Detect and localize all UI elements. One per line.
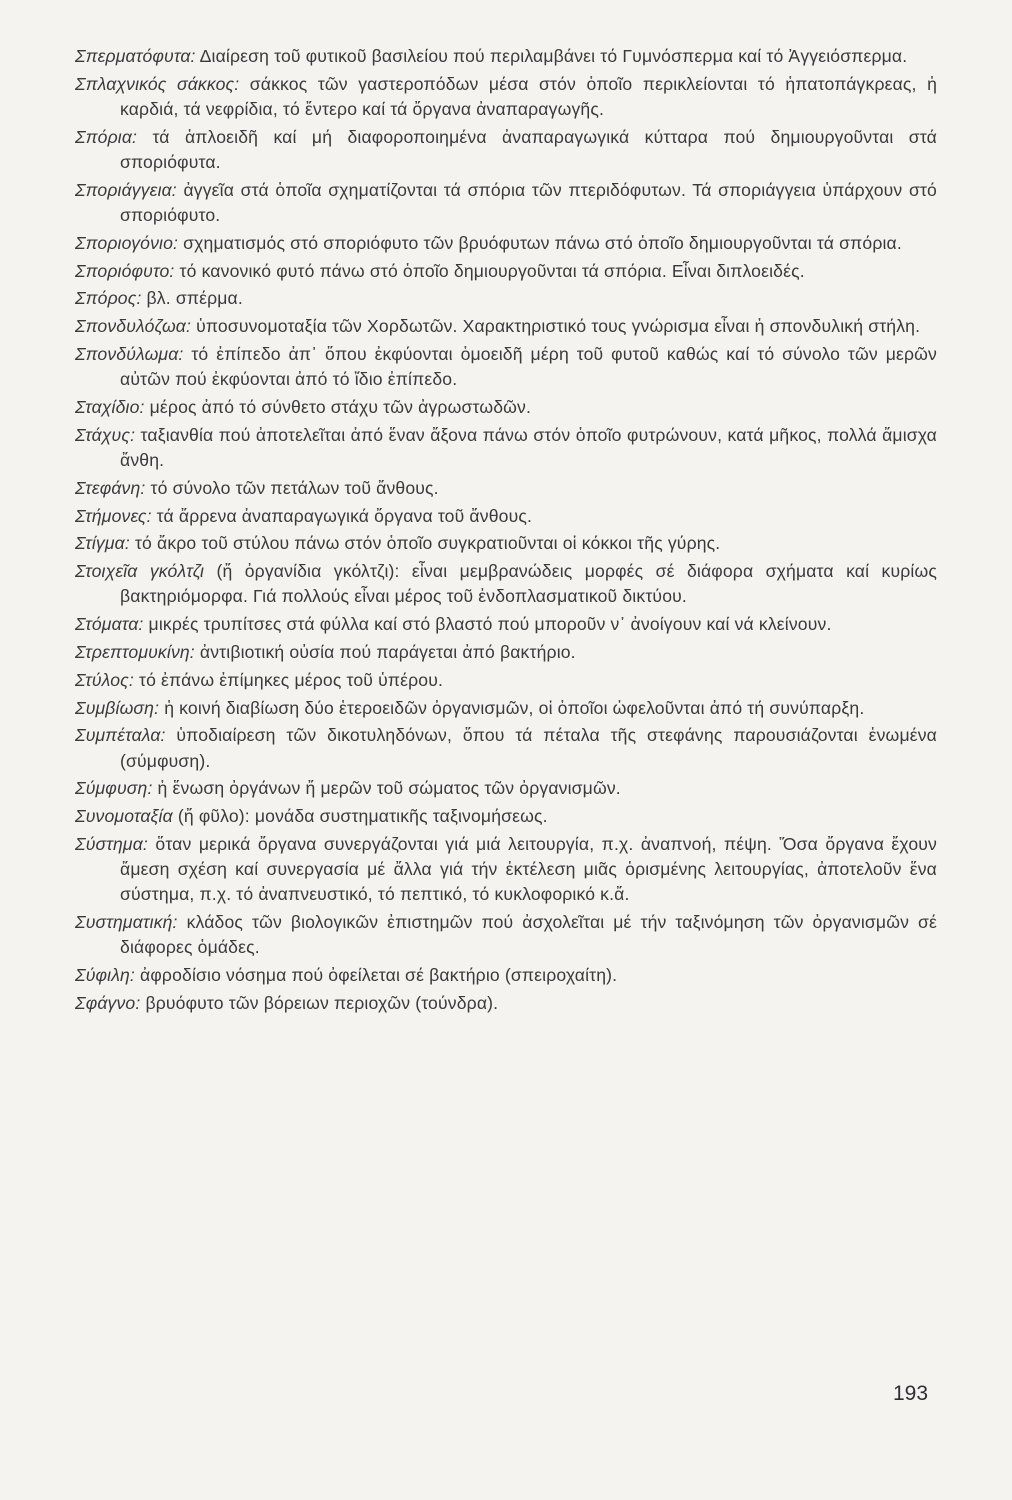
glossary-definition: (ἤ ὀργανίδια γκόλτζι): εἶναι μεμβρανώδεις μορφές σέ διάφορα σχήματα καί κυρίως βακτηριόμορφα. Γιά πολλούς εἶναι μέρος τοῦ ἐνδοπλασματικοῦ δικτύου.	[120, 561, 937, 607]
glossary-entry	[75, 612, 937, 637]
glossary-definition: (ἤ φῦλο): μονάδα συστηματικῆς ταξινομήσεως.	[177, 806, 548, 827]
glossary-term: Σπερματόφυτα:	[75, 46, 196, 66]
glossary-term: Σύστημα:	[75, 833, 148, 854]
glossary-term: Σφάγνο:	[75, 992, 141, 1013]
glossary-definition: τό κανονικό φυτό πάνω στό ὁποῖο δημιουργοῦνται τά σπόρια. Εἶναι διπλοειδές.	[179, 260, 805, 281]
glossary-definition: τά ἄρρενα ἀναπαραγωγικά ὄργανα τοῦ ἄνθους.	[156, 505, 533, 526]
glossary-definition: ἀντιβιοτική οὐσία πού παράγεται ἀπό βακτήριο.	[199, 641, 576, 662]
glossary-definition: ἡ κοινή διαβίωση δύο ἑτεροειδῶν ὀργανισμῶν, οἱ ὁποῖοι ὠφελοῦνται ἀπό τή συνύπαρξη.	[164, 697, 865, 718]
glossary-term: Συστηματική:	[75, 912, 178, 933]
glossary-term: Στάχυς:	[75, 424, 136, 445]
glossary-term: Συμβίωση:	[75, 697, 160, 718]
glossary-entry	[75, 231, 937, 256]
glossary-entry	[75, 504, 937, 529]
glossary-entry	[75, 286, 937, 311]
glossary-definition: βλ. σπέρμα.	[146, 288, 243, 309]
glossary-term: Σύφιλη:	[75, 965, 135, 986]
glossary-entry	[75, 668, 937, 693]
glossary-entry	[75, 696, 937, 721]
glossary-list	[75, 44, 937, 1019]
glossary-entry	[75, 559, 937, 609]
glossary-definition: μικρές τρυπίτσες στά φύλλα καί στό βλαστό πού μποροῦν ν᾽ ἀνοίγουν καί νά κλείνουν.	[148, 614, 832, 635]
glossary-definition: ἀγγεῖα στά ὁποῖα σχηματίζονται τά σπόρια τῶν πτεριδόφυτων. Τά σποριάγγεια ὑπάρχουν στό σποριόφυτο.	[120, 179, 937, 225]
glossary-entry	[75, 910, 937, 960]
glossary-term: Σποριάγγεια:	[75, 179, 177, 200]
glossary-entry	[75, 178, 937, 228]
glossary-definition: τό ἐπίπεδο ἀπ᾽ ὅπου ἐκφύονται ὁμοειδῆ μέρη τοῦ φυτοῦ καθώς καί τό σύνολο τῶν μερῶν αὐτῶν πού ἐκφύονται ἀπό τό ἴδιο ἐπίπεδο.	[120, 343, 937, 390]
glossary-entry	[75, 832, 937, 908]
glossary-term: Σύμφυση:	[75, 778, 153, 799]
glossary-term: Στεφάνη:	[75, 477, 146, 498]
glossary-term: Σπονδυλόζωα:	[75, 316, 192, 337]
glossary-entry	[75, 259, 937, 284]
glossary-entry	[75, 395, 937, 420]
glossary-entry	[75, 723, 937, 773]
glossary-definition: ἡ ἕνωση ὀργάνων ἤ μερῶν τοῦ σώματος τῶν ὀργανισμῶν.	[157, 778, 621, 799]
glossary-definition: τό ἐπάνω ἐπίμηκες μέρος τοῦ ὑπέρου.	[138, 669, 444, 690]
glossary-entry	[75, 991, 937, 1016]
glossary-term: Στόματα:	[75, 614, 144, 635]
page-number: 193	[893, 1382, 929, 1405]
glossary-definition: τό ἄκρο τοῦ στύλου πάνω στόν ὁποῖο συγκρατιοῦνται οἱ κόκκοι τῆς γύρης.	[134, 533, 721, 554]
glossary-term: Σποριογόνιο:	[75, 232, 179, 253]
glossary-term: Σπόρος:	[75, 288, 142, 309]
glossary-entry	[75, 314, 937, 339]
glossary-definition: ταξιανθία πού ἀποτελεῖται ἀπό ἕναν ἄξονα πάνω στόν ὁποῖο φυτρώνουν, κατά μῆκος, πολλά ἄμισχα ἄνθη.	[120, 424, 937, 470]
glossary-term: Σποριόφυτο:	[75, 260, 175, 281]
glossary-definition: τά ἁπλοειδῆ καί μή διαφοροποιημένα ἀναπαραγωγικά κύτταρα πού δημιουργοῦνται στά σποριόφυτα.	[120, 126, 937, 172]
glossary-entry	[75, 776, 937, 801]
glossary-term: Στύλος:	[75, 669, 134, 690]
glossary-definition: ἀφροδίσιο νόσημα πού ὀφείλεται σέ βακτήριο (σπειροχαίτη).	[140, 965, 618, 986]
glossary-definition: σάκκος τῶν γαστεροπόδων μέσα στόν ὁποῖο περικλείονται τό ἡπατοπάγκρεας, ἡ καρδιά, τά νεφρίδια, τό ἔντερο καί τά ὄργανα ἀναπαραγωγῆς.	[120, 73, 937, 119]
glossary-definition: μέρος ἀπό τό σύνθετο στάχυ τῶν ἀγρωστωδῶν.	[149, 396, 532, 417]
glossary-definition: Διαίρεση τοῦ φυτικοῦ βασιλείου πού περιλαμβάνει τό Γυμνόσπερμα καί τό Ἀγγειόσπερμα.	[199, 46, 908, 66]
glossary-definition: βρυόφυτο τῶν βόρειων περιοχῶν (τούνδρα).	[145, 992, 499, 1013]
glossary-entry	[75, 44, 937, 69]
glossary-definition: ὑποδιαίρεση τῶν δικοτυληδόνων, ὅπου τά πέταλα τῆς στεφάνης παρουσιάζονται ἑνωμένα (σύμφυση).	[120, 725, 937, 771]
glossary-term: Στήμονες:	[75, 505, 152, 526]
glossary-entry	[75, 476, 937, 501]
glossary-entry	[75, 423, 937, 473]
glossary-term: Στοιχεῖα γκόλτζι	[75, 561, 205, 582]
glossary-term: Στρεπτομυκίνη:	[75, 641, 195, 662]
glossary-term: Σπονδύλωμα:	[75, 343, 184, 364]
glossary-entry	[75, 531, 937, 556]
glossary-term: Συμπέταλα:	[75, 725, 166, 746]
glossary-definition: ὑποσυνομοταξία τῶν Χορδωτῶν. Χαρακτηριστικό τους γνώρισμα εἶναι ἡ σπονδυλική στήλη.	[196, 316, 921, 337]
glossary-entry	[75, 640, 937, 665]
glossary-definition: ὅταν μερικά ὄργανα συνεργάζονται γιά μιά λειτουργία, π.χ. ἀναπνοή, πέψη. Ὅσα ὄργανα ἔχουν ἄμεση σχέση καί συνεργασία μέ ἄλλα γιά τήν ἐκτέλεση μιᾶς ὁρισμένης λειτουργίας, ἀποτελοῦν ἕνα σύστημα, π.χ. τό ἀναπνευστικό, τό πεπτικό, τό κυκλοφορικό κ.ἄ.	[120, 833, 937, 905]
glossary-entry	[75, 125, 937, 175]
glossary-term: Στίγμα:	[75, 533, 130, 554]
glossary-entry	[75, 963, 937, 988]
glossary-definition: τό σύνολο τῶν πετάλων τοῦ ἄνθους.	[150, 477, 439, 498]
glossary-term: Σταχίδιο:	[75, 396, 145, 417]
glossary-definition: σχηματισμός στό σποριόφυτο τῶν βρυόφυτων πάνω στό ὁποῖο δημιουργοῦνται τά σπόρια.	[183, 232, 902, 253]
glossary-term: Σπόρια:	[75, 126, 138, 147]
glossary-term: Σπλαχνικός σάκκος:	[75, 73, 240, 94]
glossary-term: Συνομοταξία	[75, 806, 173, 827]
glossary-definition: κλάδος τῶν βιολογικῶν ἐπιστημῶν πού ἀσχολεῖται μέ τήν ταξινόμηση τῶν ὀργανισμῶν σέ διάφορες ὁμάδες.	[120, 912, 937, 958]
glossary-entry	[75, 804, 937, 829]
glossary-entry	[75, 342, 937, 392]
glossary-entry	[75, 72, 937, 122]
